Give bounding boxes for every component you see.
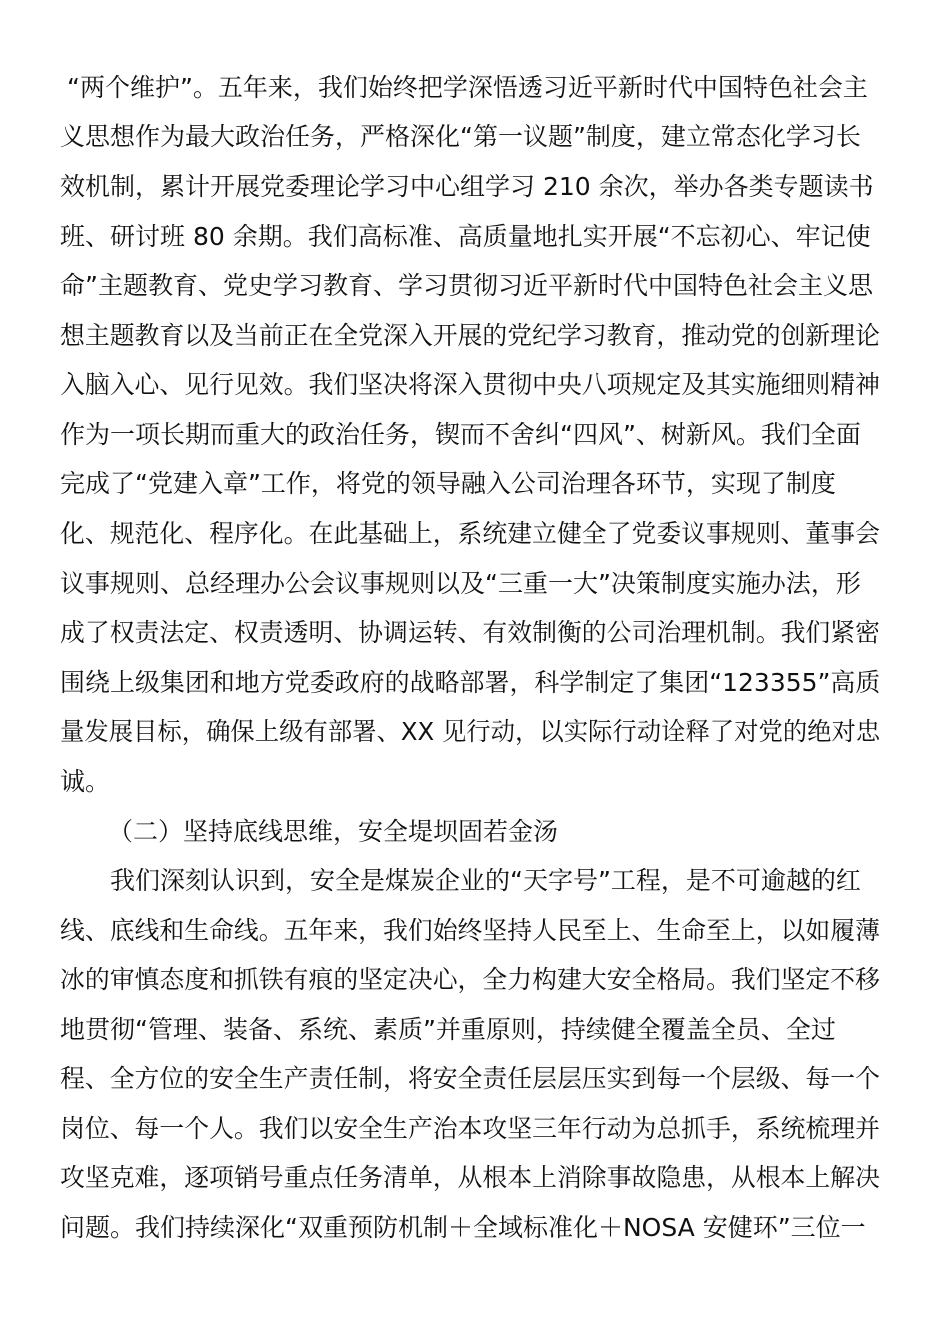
paragraph-line-17: 我们深刻认识到，安全是煤炭企业的“天字号”工程，是不可逾越的红 <box>110 866 861 895</box>
paragraph-line-23: 攻坚克难，逐项销号重点任务清单，从根本上消除事故隐患，从根本上解决 <box>60 1163 880 1192</box>
paragraph-line-21: 程、全方位的安全生产责任制，将安全责任层层压实到每一个层级、每一个 <box>60 1064 880 1093</box>
paragraph-line-11: 议事规则、总经理办公会议事规则以及“三重一大”决策制度实施办法，形 <box>60 569 861 598</box>
paragraph-line-24: 问题。我们持续深化“双重预防机制＋全域标准化＋NOSA 安健环”三位一 <box>60 1213 866 1242</box>
paragraph-line-7: 入脑入心、见行见效。我们坚决将深入贯彻中央八项规定及其实施细则精神 <box>60 370 880 399</box>
paragraph-line-20: 地贯彻“管理、装备、系统、素质”并重原则，持续健全覆盖全员、全过 <box>60 1015 836 1044</box>
paragraph-line-13: 围绕上级集团和地方党委政府的战略部署，科学制定了集团“123355”高质 <box>60 668 881 697</box>
paragraph-line-12: 成了权责法定、权责透明、协调运转、有效制衡的公司治理机制。我们紧密 <box>60 618 880 647</box>
paragraph-line-15: 诚。 <box>60 767 111 796</box>
paragraph-line-6: 想主题教育以及当前正在全党深入开展的党纪学习教育，推动党的创新理论 <box>60 321 880 350</box>
paragraph-line-4: 班、研讨班 80 余期。我们高标准、高质量地扎实开展“不忘初心、牢记使 <box>60 222 871 251</box>
paragraph-line-9: 完成了“党建入章”工作，将党的领导融入公司治理各环节，实现了制度 <box>60 469 836 498</box>
paragraph-line-1: “两个维护”。五年来，我们始终把学深悟透习近平新时代中国特色社会主 <box>67 73 868 102</box>
paragraph-line-14: 量发展目标，确保上级有部署、XX 见行动，以实际行动诠释了对党的绝对忠 <box>60 717 881 746</box>
paragraph-line-22: 岗位、每一个人。我们以安全生产治本攻坚三年行动为总抓手，系统梳理并 <box>60 1114 880 1143</box>
paragraph-line-2: 义思想作为最大政治任务，严格深化“第一议题”制度，建立常态化学习长 <box>60 122 861 151</box>
paragraph-line-5: 命”主题教育、党史学习教育、学习贯彻习近平新时代中国特色社会主义思 <box>60 271 873 300</box>
paragraph-line-3: 效机制，累计开展党委理论学习中心组学习 210 余次，举办各类专题读书 <box>60 172 874 201</box>
paragraph-line-10: 化、规范化、程序化。在此基础上，系统建立健全了党委议事规则、董事会 <box>60 519 880 548</box>
paragraph-line-8: 作为一项长期而重大的政治任务，锲而不舍纠“四风”、树新风。我们全面 <box>60 420 861 449</box>
section-heading: （二）坚持底线思维，安全堤坝固若金汤 <box>108 817 559 846</box>
paragraph-line-18: 线、底线和生命线。五年来，我们始终坚持人民至上、生命至上，以如履薄 <box>60 916 880 945</box>
paragraph-line-19: 冰的审慎态度和抓铁有痕的坚定决心，全力构建大安全格局。我们坚定不移 <box>60 965 880 994</box>
